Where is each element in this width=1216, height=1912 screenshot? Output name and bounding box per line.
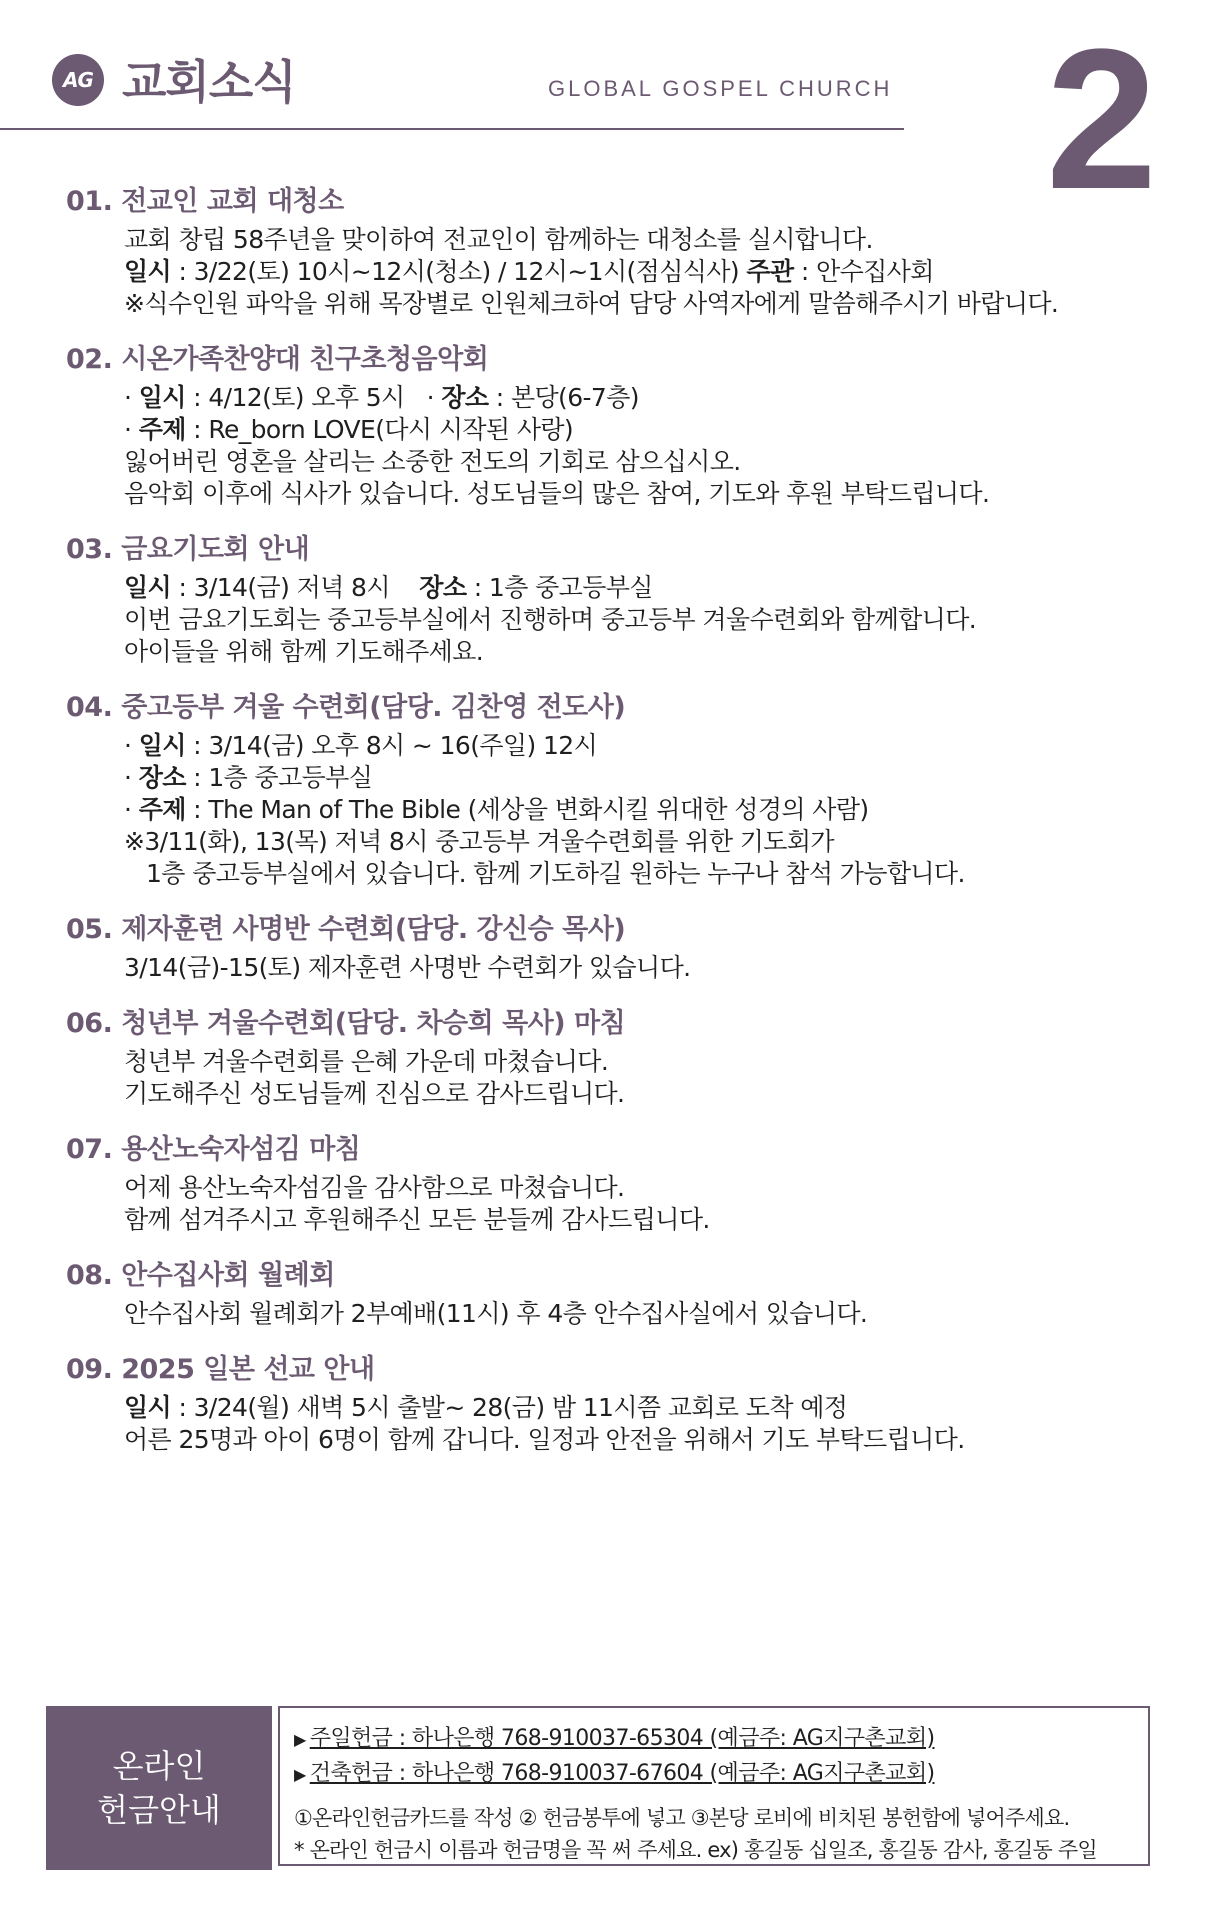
field-value: : 1층 중고등부실 — [185, 763, 373, 792]
news-item-line: 안수집사회 월례회가 2부예배(11시) 후 4층 안수집사실에서 있습니다. — [124, 1299, 868, 1328]
news-item-title: 04. 중고등부 겨울 수련회(담당. 김찬영 전도사) — [66, 692, 626, 723]
field-value: · — [124, 763, 139, 792]
church-logo-icon: AG — [52, 54, 104, 106]
field-value: : 3/24(월) 새벽 5시 출발~ 28(금) 밤 11시쯤 교회로 도착 예정 — [171, 1393, 848, 1422]
online-offering-info — [278, 1706, 1150, 1866]
news-item-line — [124, 1392, 1176, 1424]
field-value: · — [124, 795, 139, 824]
field-label: 주관 — [746, 257, 794, 286]
church-name: GLOBAL GOSPEL CHURCH — [548, 76, 893, 101]
news-item — [66, 1258, 1176, 1330]
news-item — [66, 342, 1176, 510]
field-value: · — [124, 383, 139, 412]
news-item-title: 06. 청년부 겨울수련회(담당. 차승희 목사) 마침 — [66, 1008, 626, 1039]
field-label: 주제 — [138, 415, 186, 444]
page-number: 2 — [1046, 8, 1158, 231]
news-item-line: 아이들을 위해 함께 기도해주세요. — [124, 637, 484, 666]
field-label: 장소 — [138, 763, 186, 792]
news-item-line: 기도해주신 성도님들께 진심으로 감사드립니다. — [124, 1079, 625, 1108]
news-item-title: 08. 안수집사회 월례회 — [66, 1260, 335, 1291]
field-value: : 3/14(금) 저녁 8시 — [171, 573, 420, 602]
field-value: : 1층 중고등부실 — [466, 573, 653, 602]
news-item — [66, 912, 1176, 984]
news-list — [66, 184, 1176, 1478]
news-item-line — [124, 382, 1176, 414]
news-item-title: 05. 제자훈련 사명반 수련회(담당. 강신승 목사) — [66, 914, 626, 945]
field-value: : Re_born LOVE(다시 시작된 사랑) — [185, 415, 574, 444]
news-item — [66, 184, 1176, 320]
news-item-title: 01. 전교인 교회 대청소 — [66, 186, 344, 217]
page-title: 교회소식 — [122, 55, 296, 109]
field-value: · — [124, 415, 139, 444]
field-value: · — [124, 731, 139, 760]
field-value: : 안수집사회 — [793, 257, 934, 286]
news-item-line: 1층 중고등부실에서 있습니다. 함께 기도하길 원하는 누구나 참석 가능합니다. — [146, 859, 965, 888]
field-label: 장소 — [441, 383, 489, 412]
news-item-line: 함께 섬겨주시고 후원해주신 모든 분들께 감사드립니다. — [124, 1205, 710, 1234]
field-value: : 3/22(토) 10시~12시(청소) / 12시~1시(점심식사) — [171, 257, 747, 286]
news-item-line — [124, 794, 1176, 826]
news-item-line: 이번 금요기도회는 중고등부실에서 진행하며 중고등부 겨울수련회와 함께합니다. — [124, 605, 977, 634]
field-value: : 본당(6-7층) — [488, 383, 639, 412]
offering-note: ①온라인헌금카드를 작성 ② 헌금봉투에 넣고 ③본당 로비에 비치된 봉헌함에 넣어주세요. — [294, 1806, 1070, 1830]
news-item — [66, 1352, 1176, 1456]
online-label-line2: 헌금안내 — [97, 1791, 221, 1829]
offering-account-text: 주일헌금 : 하나은행 768-910037-65304 (예금주: AG지구촌교회) — [309, 1726, 935, 1751]
triangle-bullet-icon: ▶ — [294, 1765, 306, 1784]
field-label: 일시 — [124, 573, 172, 602]
news-item-line — [124, 414, 1176, 446]
news-item-line: ※3/11(화), 13(목) 저녁 8시 중고등부 겨울수련회를 위한 기도회가 — [124, 827, 834, 856]
news-item-line: 어제 용산노숙자섬김을 감사함으로 마쳤습니다. — [124, 1173, 625, 1202]
field-value: : 3/14(금) 오후 8시 ~ 16(주일) 12시 — [185, 731, 598, 760]
header-divider — [0, 128, 904, 130]
offering-account — [294, 1722, 1148, 1757]
news-item-line: 3/14(금)-15(토) 제자훈련 사명반 수련회가 있습니다. — [124, 953, 691, 982]
news-item — [66, 1132, 1176, 1236]
news-item-line: 청년부 겨울수련회를 은혜 가운데 마쳤습니다. — [124, 1047, 609, 1076]
news-item-line — [124, 730, 1176, 762]
field-label: 일시 — [138, 383, 186, 412]
offering-note: * 온라인 헌금시 이름과 헌금명을 꼭 써 주세요. ex) 홍길동 십일조, 홍길동 감사, 홍길동 주일 — [294, 1838, 1097, 1862]
news-item-line: ※식수인원 파악을 위해 목장별로 인원체크하여 담당 사역자에게 말씀해주시기 바랍니다. — [124, 289, 1059, 318]
online-offering-section — [46, 1706, 1156, 1870]
news-item-title: 02. 시온가족찬양대 친구초청음악회 — [66, 344, 489, 375]
triangle-bullet-icon: ▶ — [294, 1730, 306, 1749]
field-label: 일시 — [124, 257, 172, 286]
news-item — [66, 532, 1176, 668]
online-offering-label — [46, 1706, 272, 1870]
news-item-title: 07. 용산노숙자섬김 마침 — [66, 1134, 361, 1165]
offering-account — [294, 1757, 1148, 1792]
news-item-line: 어른 25명과 아이 6명이 함께 갑니다. 일정과 안전을 위해서 기도 부탁드립니다. — [124, 1425, 965, 1454]
news-item-title: 03. 금요기도회 안내 — [66, 534, 310, 565]
news-item — [66, 690, 1176, 890]
news-item-line — [124, 256, 1176, 288]
field-label: 일시 — [124, 1393, 172, 1422]
news-item-line — [124, 762, 1176, 794]
online-label-line1: 온라인 — [112, 1747, 206, 1785]
news-item — [66, 1006, 1176, 1110]
field-label: 장소 — [419, 573, 467, 602]
field-value: : 4/12(토) 오후 5시 · — [185, 383, 442, 412]
field-label: 일시 — [138, 731, 186, 760]
news-item-title: 09. 2025 일본 선교 안내 — [66, 1354, 375, 1385]
news-item-line: 음악회 이후에 식사가 있습니다. 성도님들의 많은 참여, 기도와 후원 부탁드립니다. — [124, 479, 990, 508]
news-item-line: 잃어버린 영혼을 살리는 소중한 전도의 기회로 삼으십시오. — [124, 447, 741, 476]
field-value: : The Man of The Bible (세상을 변화시킬 위대한 성경의 사람) — [185, 795, 869, 824]
field-label: 주제 — [138, 795, 186, 824]
news-item-line — [124, 572, 1176, 604]
news-item-line: 교회 창립 58주년을 맞이하여 전교인이 함께하는 대청소를 실시합니다. — [124, 225, 873, 254]
offering-account-text: 건축헌금 : 하나은행 768-910037-67604 (예금주: AG지구촌교회) — [309, 1761, 935, 1786]
